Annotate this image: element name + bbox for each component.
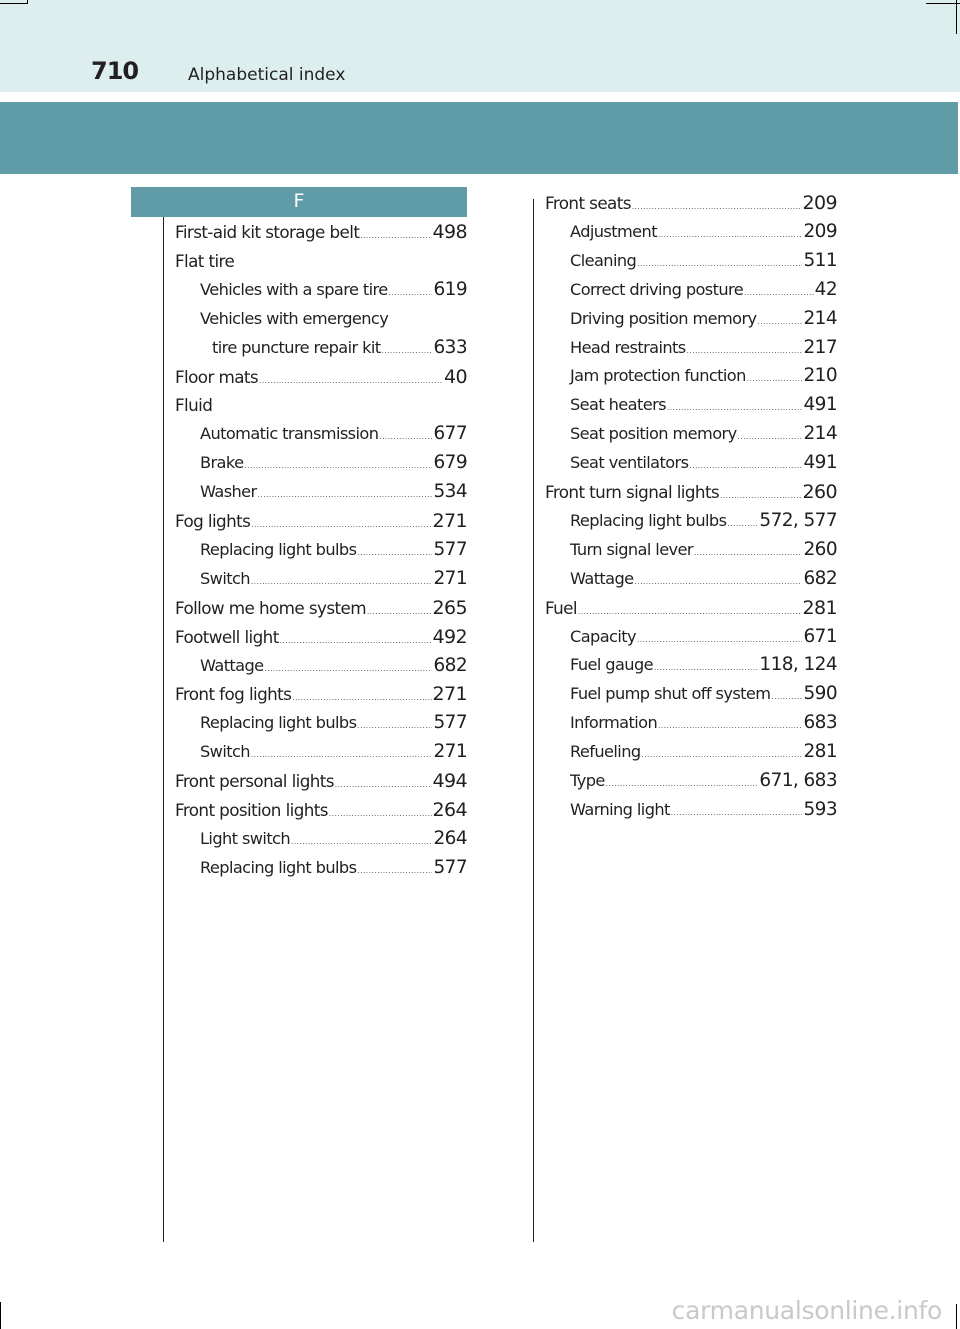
crop-mark-top-right-horizontal: [926, 3, 960, 4]
index-entry: [545, 594, 837, 622]
index-term: Jam protection function: [570, 366, 746, 386]
dot-leader: [258, 481, 433, 509]
dot-leader: [689, 452, 802, 480]
page-reference: 118, 124: [759, 654, 837, 676]
crop-mark-bottom-right-vertical: [956, 1304, 957, 1329]
index-term: Floor mats: [175, 366, 259, 387]
index-term: Fuel: [545, 597, 577, 618]
crop-mark-top-left-vertical: [27, 0, 28, 4]
index-term: Vehicles with emergency: [200, 308, 389, 328]
section-title: Alphabetical index: [188, 65, 346, 85]
index-term: Follow me home system: [175, 597, 366, 618]
dot-leader: [687, 337, 803, 365]
page-reference: 264: [433, 827, 467, 849]
index-term: Front fog lights: [175, 684, 292, 705]
index-letter-heading: F: [131, 187, 467, 217]
dot-leader: [244, 452, 432, 480]
index-entry: [175, 623, 467, 651]
index-entry: [545, 276, 837, 304]
index-term: Fog lights: [175, 511, 251, 531]
dot-leader: [389, 279, 433, 307]
page-reference: 572, 577: [759, 509, 837, 531]
dot-leader: [671, 799, 803, 827]
page-reference: 210: [803, 365, 837, 387]
index-term: Cleaning: [570, 250, 637, 270]
index-entry: [175, 594, 467, 622]
index-entry: [545, 189, 837, 217]
index-term: Correct driving posture: [570, 279, 744, 299]
index-entry: [545, 507, 837, 535]
page-number: 710: [91, 57, 139, 85]
index-term: Fuel pump shut off system: [570, 684, 771, 704]
page-reference: 209: [803, 220, 837, 242]
dot-leader: [251, 568, 433, 596]
index-term: Replacing light bulbs: [200, 857, 357, 877]
header-band: [0, 0, 960, 92]
dot-leader: [379, 423, 432, 451]
index-term: Capacity: [570, 626, 636, 646]
index-entry: [175, 276, 467, 304]
page-reference: 40: [444, 365, 467, 388]
index-entry: [545, 391, 837, 419]
page-reference: 498: [432, 221, 467, 243]
dot-leader: [667, 394, 803, 422]
page-reference: 260: [802, 481, 837, 503]
dot-leader: [335, 771, 432, 799]
page-reference: 619: [433, 278, 467, 300]
page-reference: 271: [433, 567, 467, 589]
page-reference: 265: [432, 596, 467, 619]
page-reference: 534: [433, 481, 467, 503]
page-reference: 281: [803, 741, 837, 763]
dot-leader: [632, 193, 802, 221]
index-entry: [545, 680, 837, 708]
page-reference: 677: [433, 423, 467, 445]
index-entry: [175, 652, 467, 680]
dot-leader: [578, 598, 802, 626]
page-reference: 577: [433, 538, 467, 560]
dot-leader: [747, 365, 803, 393]
page-reference: 590: [803, 683, 837, 705]
dot-leader: [291, 828, 432, 856]
dot-leader: [637, 626, 803, 654]
index-term: Turn signal lever: [570, 539, 693, 559]
index-entry: [545, 796, 837, 824]
page-reference: 593: [803, 798, 837, 820]
dot-leader: [280, 627, 432, 655]
index-entry: [175, 709, 467, 737]
crop-mark-bottom-left-vertical: [0, 1302, 1, 1329]
dot-leader: [637, 250, 802, 278]
index-entry: [175, 449, 467, 477]
dot-leader: [360, 222, 431, 250]
index-entry: [175, 767, 467, 795]
index-entry: [175, 305, 467, 333]
dot-leader: [251, 741, 433, 769]
dot-leader: [757, 308, 802, 336]
dot-leader: [771, 683, 802, 711]
page-reference: 679: [433, 452, 467, 474]
dot-leader: [744, 279, 814, 307]
page-reference: 214: [803, 307, 837, 329]
page-reference: 682: [803, 567, 837, 589]
index-entry: [545, 362, 837, 390]
index-term: Brake: [200, 453, 244, 473]
index-entry: [545, 767, 837, 795]
index-entry: [545, 623, 837, 651]
header-accent-band: [0, 102, 958, 174]
index-term: Washer: [200, 482, 257, 502]
left-column-rule: [163, 217, 164, 1242]
index-term: First-aid kit storage belt: [175, 222, 360, 242]
index-term: Wattage: [570, 568, 634, 588]
index-term: Switch: [200, 742, 250, 762]
index-entry: [175, 420, 467, 448]
page-reference: 271: [432, 510, 467, 532]
dot-leader: [251, 511, 431, 539]
page-reference: 494: [432, 770, 467, 793]
index-term: Front position lights: [175, 800, 328, 820]
index-term: Wattage: [200, 655, 264, 675]
index-term: Light switch: [200, 828, 291, 848]
index-term: Replacing light bulbs: [200, 713, 357, 733]
index-entry: [545, 305, 837, 333]
index-term: Seat heaters: [570, 395, 666, 415]
index-entry: [545, 334, 837, 362]
index-entry: [545, 420, 837, 448]
index-entry: [175, 507, 467, 535]
index-entry: [545, 565, 837, 593]
dot-leader: [694, 539, 803, 567]
index-term: Driving position memory: [570, 308, 757, 328]
index-entry: [175, 738, 467, 766]
index-entry: [175, 334, 467, 362]
index-term: Information: [570, 713, 658, 733]
index-entry: [175, 391, 467, 419]
page-reference: 492: [432, 625, 467, 648]
index-term: Seat position memory: [570, 424, 737, 444]
dot-leader: [738, 423, 803, 451]
right-column-rule: [533, 199, 534, 1242]
index-entry: [545, 449, 837, 477]
dot-leader: [382, 337, 433, 365]
page-reference: 671: [803, 625, 837, 647]
dot-leader: [259, 367, 443, 395]
dot-leader: [265, 655, 433, 683]
index-entry: [175, 218, 467, 246]
index-term: Seat ventilators: [570, 453, 689, 473]
dot-leader: [357, 539, 432, 567]
dot-leader: [658, 712, 802, 740]
index-term: Adjustment: [570, 221, 657, 241]
index-entry: [545, 709, 837, 737]
index-entry: [175, 796, 467, 824]
index-term: Refueling: [570, 742, 641, 762]
page-reference: 217: [803, 336, 837, 358]
index-entry: [175, 536, 467, 564]
index-term: Head restraints: [570, 337, 686, 357]
index-term: tire puncture repair kit: [212, 337, 381, 357]
page-reference: 491: [803, 452, 837, 474]
index-entry: [175, 825, 467, 853]
index-term: Automatic transmission: [200, 424, 379, 444]
dot-leader: [654, 654, 758, 682]
index-entry: [175, 854, 467, 882]
dot-leader: [720, 482, 801, 510]
crop-mark-top-left-horizontal: [0, 3, 27, 4]
page-reference: 42: [814, 278, 837, 300]
index-term: Footwell light: [175, 626, 279, 647]
page-reference: 682: [433, 654, 467, 676]
dot-leader: [367, 598, 432, 626]
dot-leader: [606, 770, 759, 798]
dot-leader: [357, 857, 432, 885]
index-term: Flat tire: [175, 250, 235, 271]
page-reference: 281: [802, 596, 837, 619]
index-entry: [545, 738, 837, 766]
page-reference: 260: [803, 538, 837, 560]
dot-leader: [642, 741, 803, 769]
page-reference: 264: [432, 799, 467, 821]
page-reference: 511: [803, 249, 837, 271]
page-reference: 271: [432, 683, 467, 706]
index-term: Fuel gauge: [570, 655, 653, 675]
dot-leader: [357, 712, 432, 740]
index-entry: [545, 218, 837, 246]
dot-leader: [635, 568, 803, 596]
page-reference: 491: [803, 394, 837, 416]
index-term: Front turn signal lights: [545, 482, 720, 502]
index-entry: [175, 247, 467, 275]
page-reference: 633: [433, 336, 467, 358]
index-term: Warning light: [570, 799, 670, 819]
index-entry: [175, 363, 467, 391]
index-entry: [545, 651, 837, 679]
index-term: Front seats: [545, 193, 631, 213]
index-term: Replacing light bulbs: [200, 539, 357, 559]
index-term: Fluid: [175, 395, 213, 416]
index-entry: [175, 680, 467, 708]
index-entry: [175, 565, 467, 593]
watermark-text: carmanualsonline.info: [671, 1296, 942, 1325]
dot-leader: [727, 510, 758, 538]
index-entry: [545, 536, 837, 564]
dot-leader: [292, 684, 431, 712]
index-entry: [545, 478, 837, 506]
index-term: Switch: [200, 568, 250, 588]
index-term: Replacing light bulbs: [570, 510, 727, 530]
page-reference: 671, 683: [759, 770, 837, 791]
index-entry: [175, 478, 467, 506]
index-term: Vehicles with a spare tire: [200, 279, 388, 299]
page-reference: 577: [433, 856, 467, 878]
index-term: Front personal lights: [175, 771, 334, 792]
dot-leader: [329, 800, 432, 828]
page-reference: 271: [433, 741, 467, 763]
dot-leader: [658, 221, 803, 249]
crop-mark-top-right-vertical: [956, 0, 957, 34]
page-reference: 577: [433, 712, 467, 734]
page-reference: 209: [802, 192, 837, 214]
page-reference: 683: [803, 712, 837, 734]
index-term: Type: [570, 771, 605, 790]
page-reference: 214: [803, 423, 837, 445]
index-entry: [545, 247, 837, 275]
